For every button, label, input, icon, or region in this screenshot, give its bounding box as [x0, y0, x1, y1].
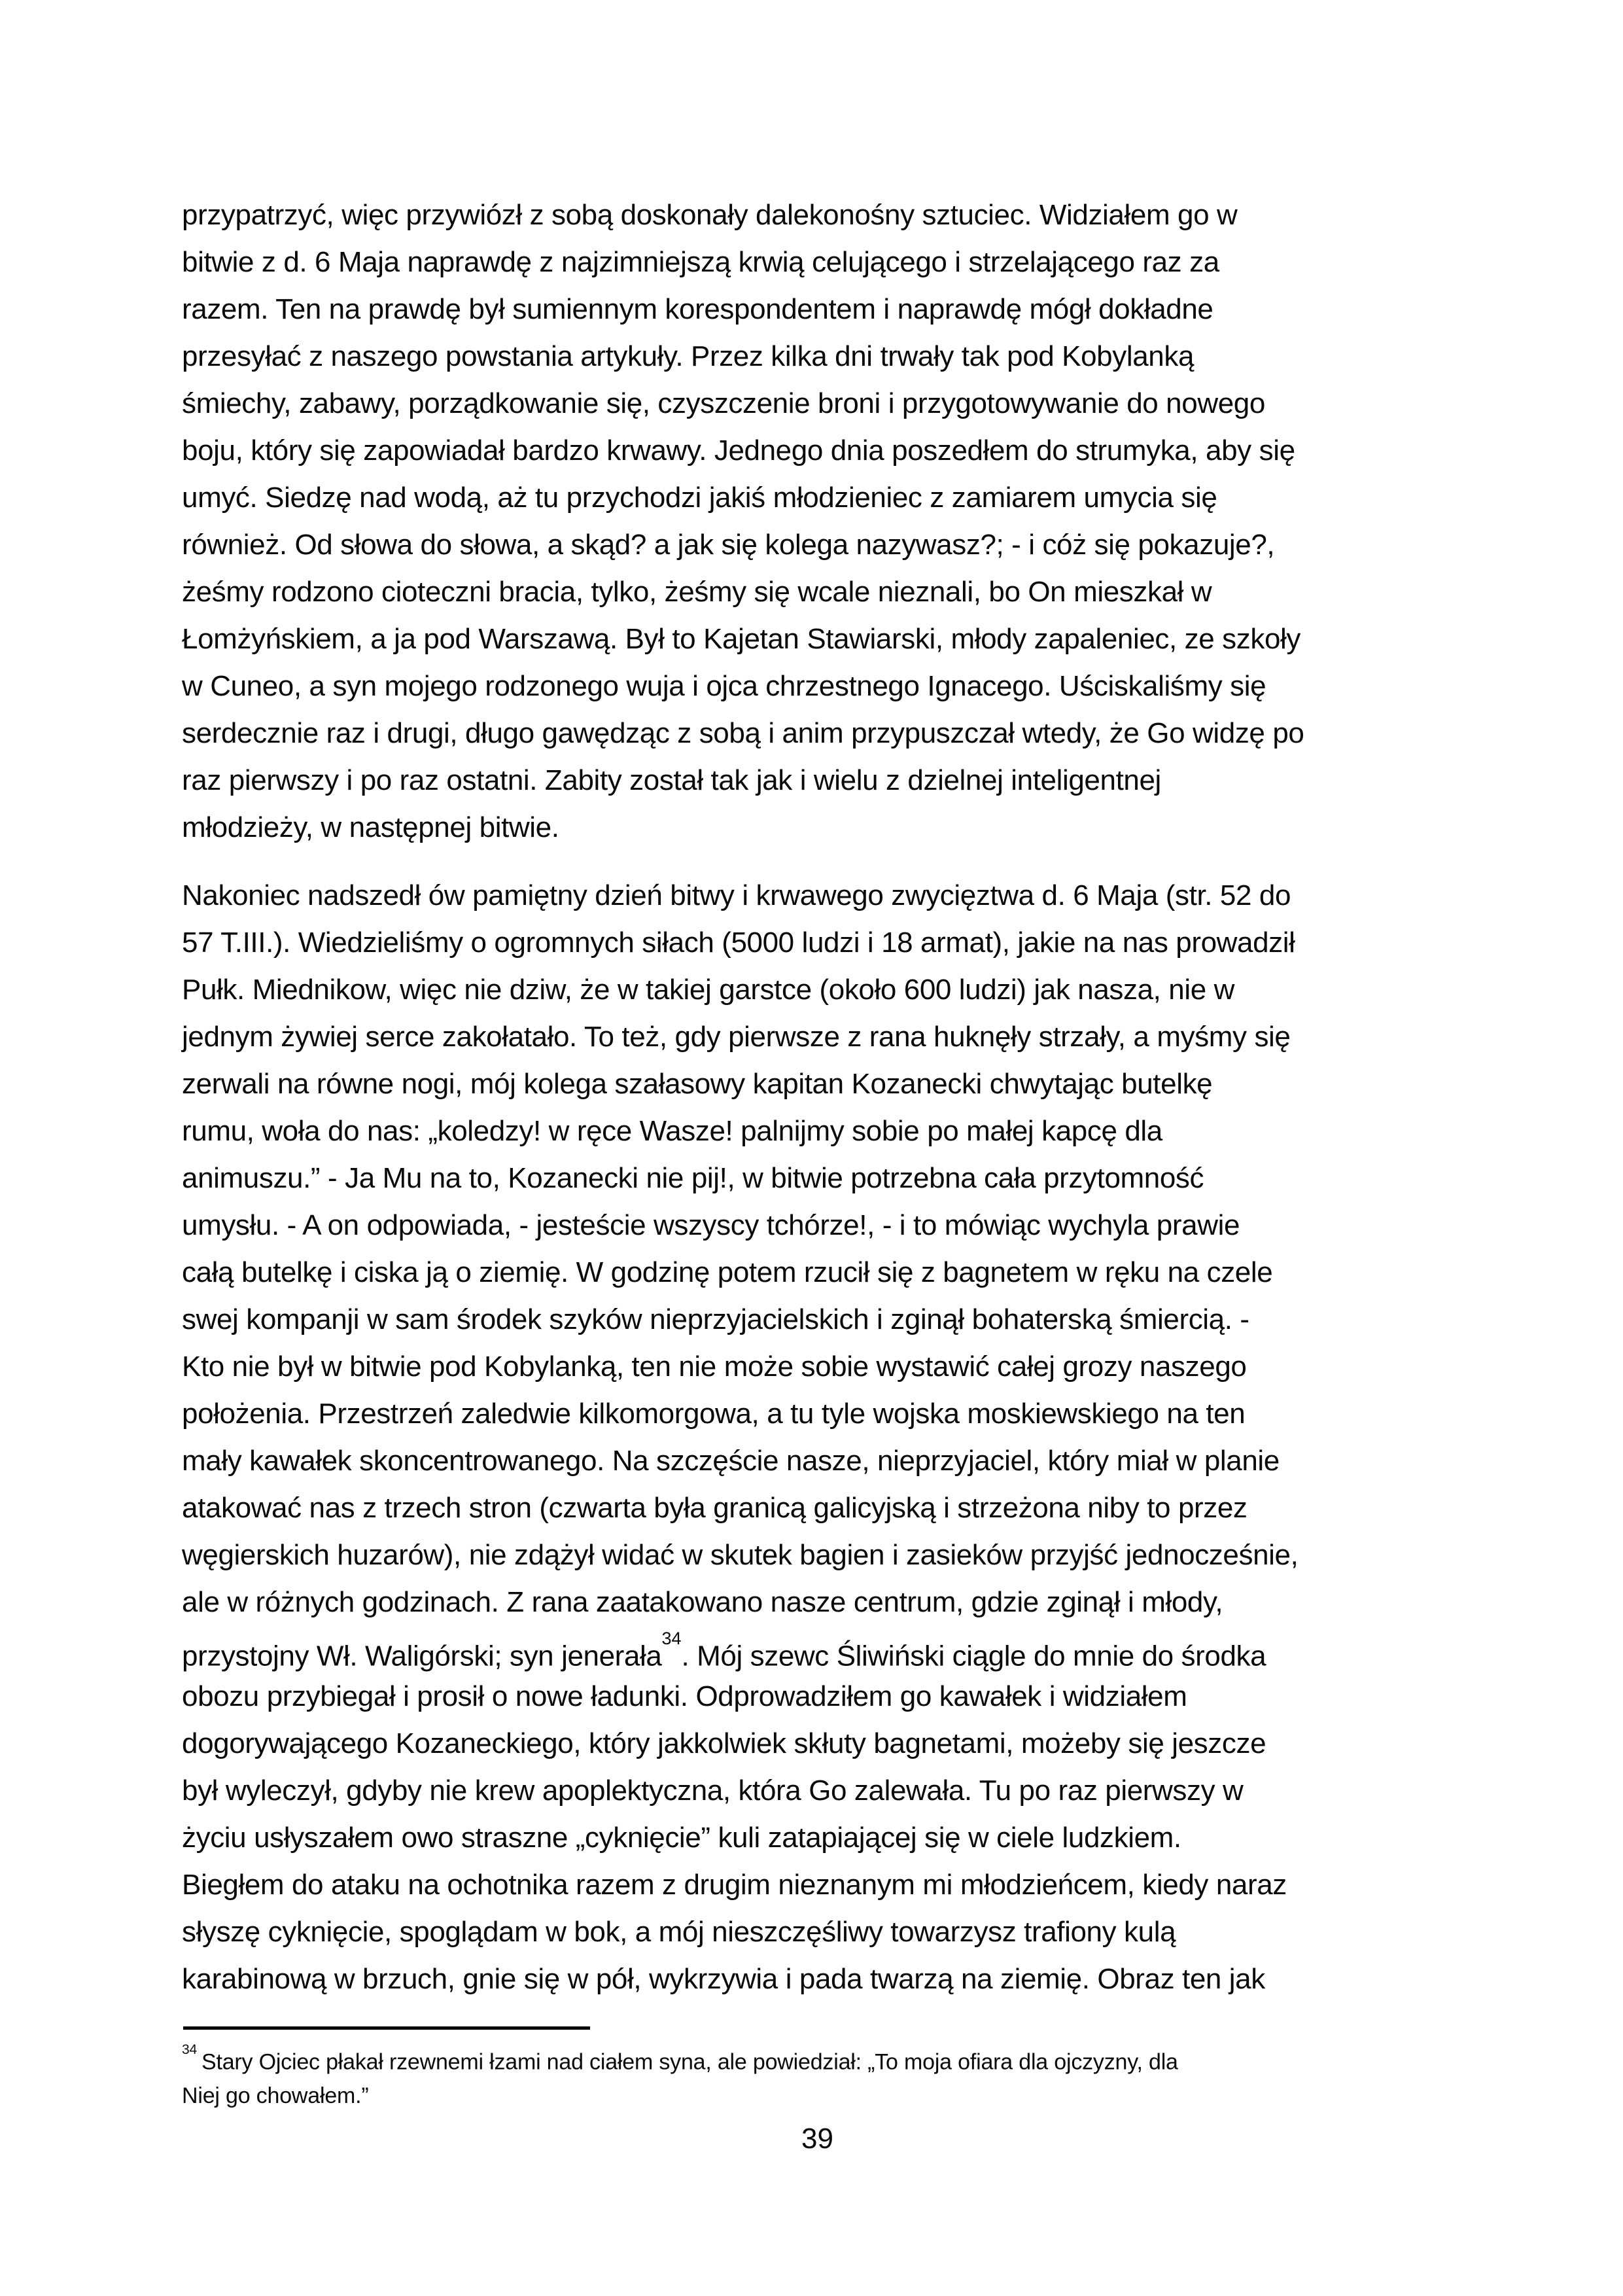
text-line: swej kompanji w sam środek szyków nieprzyjacielskich i zginął bohaterską śmiercią. - [182, 1303, 1249, 1335]
text-line: raz pierwszy i po raz ostatni. Zabity został tak jak i wielu z dzielnej inteligentnej [182, 764, 1161, 796]
text-line: umysłu. - A on odpowiada, - jesteście wszyscy tchórze!, - i to mówiąc wychyla prawie [182, 1209, 1240, 1241]
text-segment: . Mój szewc Śliwiński ciągle do mnie do środka [681, 1640, 1266, 1672]
text-line: ale w różnych godzinach. Z rana zaatakowano nasze centrum, gdzie zginął i młody, [182, 1586, 1223, 1618]
text-line: życiu usłyszałem owo straszne „cyknięcie” kuli zatapiającej się w ciele ludzkiem. [182, 1822, 1181, 1854]
text-line: animuszu.” - Ja Mu na to, Kozanecki nie pij!, w bitwie potrzebna cała przytomność [182, 1162, 1204, 1194]
text-line: obozu przybiegał i prosił o nowe ładunki. Odprowadziłem go kawałek i widziałem [182, 1680, 1187, 1712]
footnote-separator-rule [183, 2026, 590, 2030]
text-line: umyć. Siedzę nad wodą, aż tu przychodzi jakiś młodzieniec z zamiarem umycia się [182, 482, 1217, 514]
text-line: mały kawałek skoncentrowanego. Na szczęście nasze, nieprzyjaciel, który miał w planie [182, 1445, 1280, 1477]
text-line: śmiechy, zabawy, porządkowanie się, czyszczenie broni i przygotowywanie do nowego [182, 387, 1265, 419]
footnote-text-segment: Niej go chowałem.” [182, 2083, 369, 2109]
text-line: słyszę cyknięcie, spoglądam w bok, a mój nieszczęśliwy towarzysz trafiony kulą [182, 1916, 1176, 1948]
text-line: Kto nie był w bitwie pod Kobylanką, ten nie może sobie wystawić całej grozy naszego [182, 1351, 1247, 1383]
text-line: atakować nas z trzech stron (czwarta była granicą galicyjską i strzeżona niby to przez [182, 1492, 1248, 1524]
text-line: był wyleczył, gdyby nie krew apoplektyczna, która Go zalewała. Tu po raz pierwszy w [182, 1775, 1244, 1807]
text-line: zerwali na równe nogi, mój kolega szałasowy kapitan Kozanecki chwytając butelkę [182, 1068, 1213, 1100]
text-line: w Cuneo, a syn mojego rodzonego wuja i ojca chrzestnego Ignacego. Uściskaliśmy się [182, 670, 1266, 702]
text-line: przypatrzyć, więc przywiózł z sobą doskonały dalekonośny sztuciec. Widziałem go w [182, 199, 1238, 231]
text-line: przesyłać z naszego powstania artykuły. Przez kilka dni trwały tak pod Kobylanką [182, 340, 1195, 372]
footnote-line [182, 2040, 1453, 2079]
footnote-line [182, 2079, 1453, 2113]
text-line: jednym żywiej serce zakołatało. To też, gdy pierwsze z rana huknęły strzały, a myśmy się [182, 1021, 1291, 1053]
footnote-area [182, 2026, 1453, 2113]
text-line: dogorywającego Kozaneckiego, który jakkolwiek skłuty bagnetami, możeby się jeszcze [182, 1727, 1266, 1759]
text-line: Łomżyńskiem, a ja pod Warszawą. Był to Kajetan Stawiarski, młody zapaleniec, ze szkoły [182, 623, 1301, 655]
text-line: całą butelkę i ciska ją o ziemię. W godzinę potem rzucił się z bagnetem w ręku na czele [182, 1256, 1273, 1288]
text-line: Nakoniec nadszedł ów pamiętny dzień bitwy i krwawego zwycięztwa d. 6 Maja (str. 52 do [182, 879, 1291, 911]
text-line: żeśmy rodzono cioteczni bracia, tylko, żeśmy się wcale nieznali, bo On mieszkał w [182, 576, 1212, 608]
text-line: serdecznie raz i drugi, długo gawędząc z sobą i anim przypuszczał wtedy, że Go widzę po [182, 717, 1304, 749]
text-line: 57 T.III.). Wiedzieliśmy o ogromnych siłach (5000 ludzi i 18 armat), jakie na nas prowadził [182, 927, 1295, 959]
page-number: 39 [801, 2123, 833, 2155]
paragraph-1 [182, 192, 1453, 851]
footnote-number: 34 [182, 2042, 197, 2057]
footnote-reference: 34 [661, 1629, 682, 1648]
text-line-with-footnote-ref [182, 1626, 1453, 1673]
text-line: położenia. Przestrzeń zaledwie kilkomorgowa, a tu tyle wojska moskiewskiego na ten [182, 1398, 1246, 1430]
text-segment: przystojny Wł. Waligórski; syn jenerała [182, 1640, 662, 1672]
text-line: rumu, woła do nas: „koledzy! w ręce Wasze! palnijmy sobie po małej kapcę dla [182, 1115, 1162, 1147]
text-line: młodzieży, w następnej bitwie. [182, 811, 559, 843]
text-line: Pułk. Miednikow, więc nie dziw, że w takiej garstce (około 600 ludzi) jak nasza, nie w [182, 974, 1235, 1006]
text-line: razem. Ten na prawdę był sumiennym korespondentem i naprawdę mógł dokładne [182, 293, 1213, 325]
text-line: węgierskich huzarów), nie zdążył widać w skutek bagien i zasieków przyjść jednocześnie, [182, 1539, 1299, 1571]
footnote-text [182, 2040, 1453, 2113]
text-line: boju, który się zapowiadał bardzo krwawy. Jednego dnia poszedłem do strumyka, aby się [182, 434, 1295, 467]
text-line: również. Od słowa do słowa, a skąd? a jak się kolega nazywasz?; - i cóż się pokazuje?, [182, 529, 1275, 561]
text-line: bitwie z d. 6 Maja naprawdę z najzimniejszą krwią celującego i strzelającego raz za [182, 246, 1219, 278]
text-line: Biegłem do ataku na ochotnika razem z drugim nieznanym mi młodzieńcem, kiedy naraz [182, 1869, 1287, 1901]
footnote-text-segment: Stary Ojciec płakał rzewnemi łzami nad ciałem syna, ale powiedział: „To moja ofiara dla ojczyzny, dla [201, 2049, 1178, 2075]
paragraph-2 [182, 872, 1453, 2003]
text-line: karabinową w brzuch, gnie się w pół, wykrzywia i pada twarzą na ziemię. Obraz ten jak [182, 1963, 1265, 1995]
